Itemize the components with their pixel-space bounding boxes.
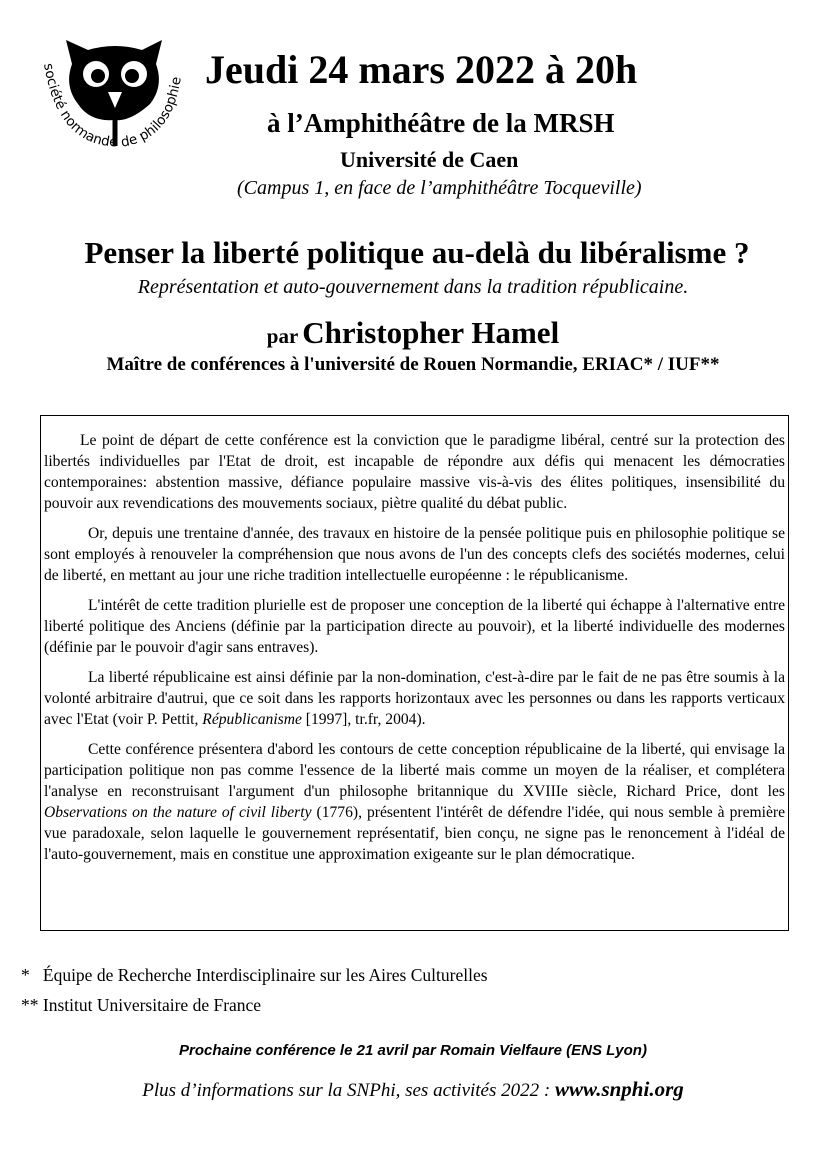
footnote-iuf: ** Institut Universitaire de France [21, 995, 262, 1015]
abstract-paragraph-1: Le point de départ de cette conférence est la conviction que le paradigme libéral, centré sur la protection des libertés individuelles par l'Etat de droit, est incapable de répondre aux défis qui menacent les démocraties contemporaines: abstention massive, défiance populaire massive vis-à-vis des élites politiques, insensibilité du pouvoir aux revendications des mouvements sociaux, piètre qualité du débat public. [44, 432, 785, 512]
abstract-paragraph-4 [44, 667, 785, 730]
talk-subtitle: Représentation et auto-gouvernement dans la tradition républicaine. [137, 276, 689, 298]
website-link[interactable]: www.snphi.org [554, 1077, 684, 1101]
abstract-paragraph-2: Or, depuis une trentaine d'année, des travaux en histoire de la pensée politique puis en philosophie politique se sont employés à renouveler la compréhension que nous avons de l'un des concepts clefs des sociétés modernes, celui de liberté, en mettant au jour une riche tradition intellectuelle européenne : le républicanisme. [44, 525, 785, 584]
university-name: Université de Caen [340, 147, 519, 172]
abstract-paragraph-3: L'intérêt de cette tradition plurielle est de proposer une conception de la liberté qui échappe à l'alternative entre liberté politique des Anciens (définie par la participation directe au pouvoir), et la liberté individuelle des modernes (définie par le pouvoir d'agir sans entraves). [44, 597, 785, 656]
footnote-eriac: * Équipe de Recherche Interdisciplinaire sur les Aires Culturelles [21, 965, 488, 985]
abstract-paragraph-5 [44, 739, 785, 865]
by-label: par [266, 324, 299, 348]
book-title: Observations on the nature of civil liberty [44, 804, 312, 821]
speaker-name: Christopher Hamel [302, 315, 560, 350]
event-date: Jeudi 24 mars 2022 à 20h [205, 47, 638, 92]
abstract-text: (1776), présentent l'intérêt de défendre l'idée, qui nous semble à première vue paradoxale, selon laquelle le gouvernement représentatif, bien conçu, ne signe pas le renoncement à l'idéal de l'auto-gouvernement, mais en constitue une approximation exigeante sur le plan démocratique. [44, 804, 785, 863]
abstract-text: La liberté républicaine est ainsi définie par la non-domination, c'est-à-dire par le fait de ne pas être soumis à la volonté arbitraire d'autrui, que ce soit dans les rapports horizontaux avec les personnes ou dans les rapports verticaux avec l'Etat (voir P. Pettit, [44, 669, 785, 728]
event-venue: à l’Amphithéâtre de la MRSH [267, 108, 615, 138]
more-info [0, 1077, 826, 1102]
next-conference: Prochaine conférence le 21 avril par Romain Vielfaure (ENS Lyon) [179, 1042, 647, 1059]
abstract-box [40, 415, 789, 931]
talk-title: Penser la liberté politique au-delà du libéralisme ? [84, 235, 750, 270]
campus-location: (Campus 1, en face de l’amphithéâtre Tocqueville) [237, 177, 642, 199]
book-title: Républicanisme [202, 711, 302, 728]
abstract-text: Cette conférence présentera d'abord les contours de cette conception républicaine de la liberté, qui envisage la participation politique non pas comme l'essence de la liberté mais comme un moyen de la réaliser, et complétera l'analyse en reconstruisant l'argument d'un philosophe britannique du XVIIIe siècle, Richard Price, dont les [44, 741, 785, 800]
svg-text:société normande de philosophi: société normande de philosophie [40, 62, 185, 151]
footnotes [21, 960, 488, 1020]
speaker-affiliation: Maître de conférences à l'université de Rouen Normandie, ERIAC* / IUF** [106, 354, 720, 375]
speaker-line [0, 315, 826, 351]
more-info-text: Plus d’informations sur la SNPhi, ses activités 2022 : [142, 1080, 555, 1101]
abstract-text: [1997], tr.fr, 2004). [301, 711, 426, 728]
owl-logo-icon [30, 34, 190, 164]
